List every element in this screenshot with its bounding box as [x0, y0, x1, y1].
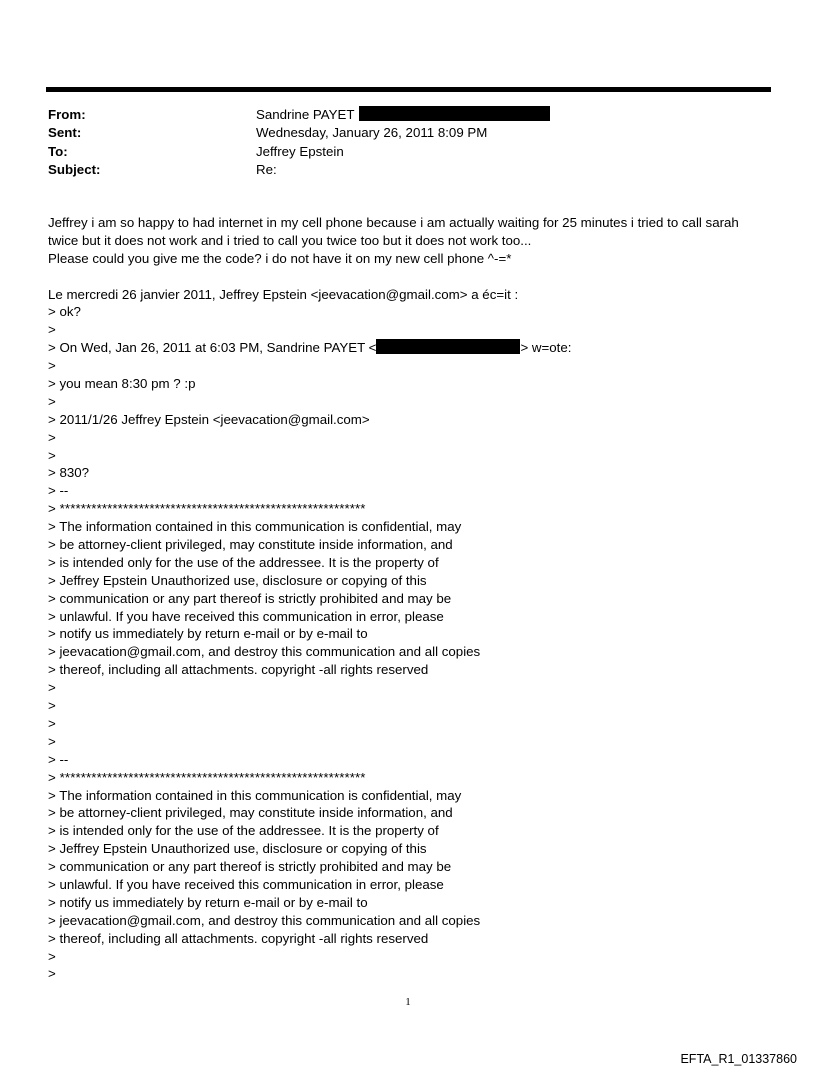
disclaimer-line: > unlawful. If you have received this communication in error, please [48, 876, 444, 892]
from-value [256, 106, 550, 124]
subject-row [48, 161, 768, 179]
quote-stars: > ********************************************************** [48, 501, 366, 517]
quote-line: > ok? [48, 304, 81, 320]
disclaimer-line: > communication or any part thereof is strictly prohibited and may be [48, 859, 452, 875]
quote-line: > [48, 966, 56, 982]
message-line: twice but it does not work and i tried to call you twice too but it does not work too... [48, 232, 532, 248]
disclaimer-line: > Jeffrey Epstein Unauthorized use, disclosure or copying of this [48, 572, 427, 588]
to-label: To: [48, 143, 68, 159]
bates-number: EFTA_R1_01337860 [680, 1052, 797, 1066]
email-header [48, 106, 768, 179]
disclaimer-line: > be attorney-client privileged, may constitute inside information, and [48, 805, 453, 821]
quote-intro: Le mercredi 26 janvier 2011, Jeffrey Epstein <jeevacation@gmail.com> a éc=it : [48, 286, 519, 302]
subject-value: Re: [256, 161, 277, 177]
header-rule [46, 87, 771, 92]
disclaimer-line: > be attorney-client privileged, may constitute inside information, and [48, 537, 453, 553]
message-line: Please could you give me the code? i do not have it on my new cell phone ^-=* [48, 250, 512, 266]
quote-on-wed: > On Wed, Jan 26, 2011 at 6:03 PM, Sandrine PAYET < [48, 340, 377, 356]
disclaimer-line: > notify us immediately by return e-mail or by e-mail to [48, 894, 368, 910]
from-row [48, 106, 768, 124]
email-body [48, 214, 778, 983]
subject-label: Subject: [48, 161, 101, 177]
quote-line: > -- [48, 751, 69, 767]
quote-line [48, 339, 778, 357]
disclaimer-line: > thereof, including all attachments. copyright -all rights reserved [48, 930, 429, 946]
from-label: From: [48, 107, 86, 122]
redaction-box [359, 106, 550, 121]
quote-line: > [48, 393, 56, 409]
disclaimer-line: > thereof, including all attachments. copyright -all rights reserved [48, 662, 429, 678]
disclaimer-line: > Jeffrey Epstein Unauthorized use, disclosure or copying of this [48, 841, 427, 857]
quote-line: > [48, 322, 56, 338]
disclaimer-line: > The information contained in this communication is confidential, may [48, 787, 462, 803]
quote-line: > [48, 429, 56, 445]
to-value: Jeffrey Epstein [256, 143, 344, 159]
quote-line: > [48, 948, 56, 964]
sent-label: Sent: [48, 125, 82, 141]
disclaimer-line: > notify us immediately by return e-mail or by e-mail to [48, 626, 368, 642]
quote-line: > [48, 358, 56, 374]
disclaimer-line: > communication or any part thereof is strictly prohibited and may be [48, 590, 452, 606]
quote-line: > 2011/1/26 Jeffrey Epstein <jeevacation@gmail.com> [48, 411, 370, 427]
spacer [48, 268, 778, 286]
sent-row [48, 124, 768, 142]
quote-line: > 830? [48, 465, 90, 481]
quote-line: > [48, 698, 56, 714]
from-name: Sandrine PAYET [256, 107, 355, 122]
quote-wrote: > w=ote: [520, 340, 572, 356]
quote-line: > you mean 8:30 pm ? :p [48, 376, 196, 392]
to-row [48, 143, 768, 161]
quote-line: > [48, 733, 56, 749]
quote-stars: > ********************************************************** [48, 769, 366, 785]
disclaimer-line: > is intended only for the use of the addressee. It is the property of [48, 554, 439, 570]
quote-line: > [48, 447, 56, 463]
disclaimer-line: > unlawful. If you have received this communication in error, please [48, 608, 444, 624]
disclaimer-line: > jeevacation@gmail.com, and destroy this communication and all copies [48, 912, 481, 928]
message-line: Jeffrey i am so happy to had internet in my cell phone because i am actually waiting for 25 minutes i tried to call sarah [48, 215, 739, 230]
sent-value: Wednesday, January 26, 2011 8:09 PM [256, 125, 488, 141]
redaction-box [376, 339, 520, 354]
disclaimer-line: > is intended only for the use of the addressee. It is the property of [48, 823, 439, 839]
quote-line: > -- [48, 483, 69, 499]
quote-line: > [48, 680, 56, 696]
disclaimer-line: > The information contained in this communication is confidential, may [48, 519, 462, 535]
quote-line: > [48, 715, 56, 731]
disclaimer-line: > jeevacation@gmail.com, and destroy this communication and all copies [48, 644, 481, 660]
page-number: 1 [405, 996, 411, 1008]
